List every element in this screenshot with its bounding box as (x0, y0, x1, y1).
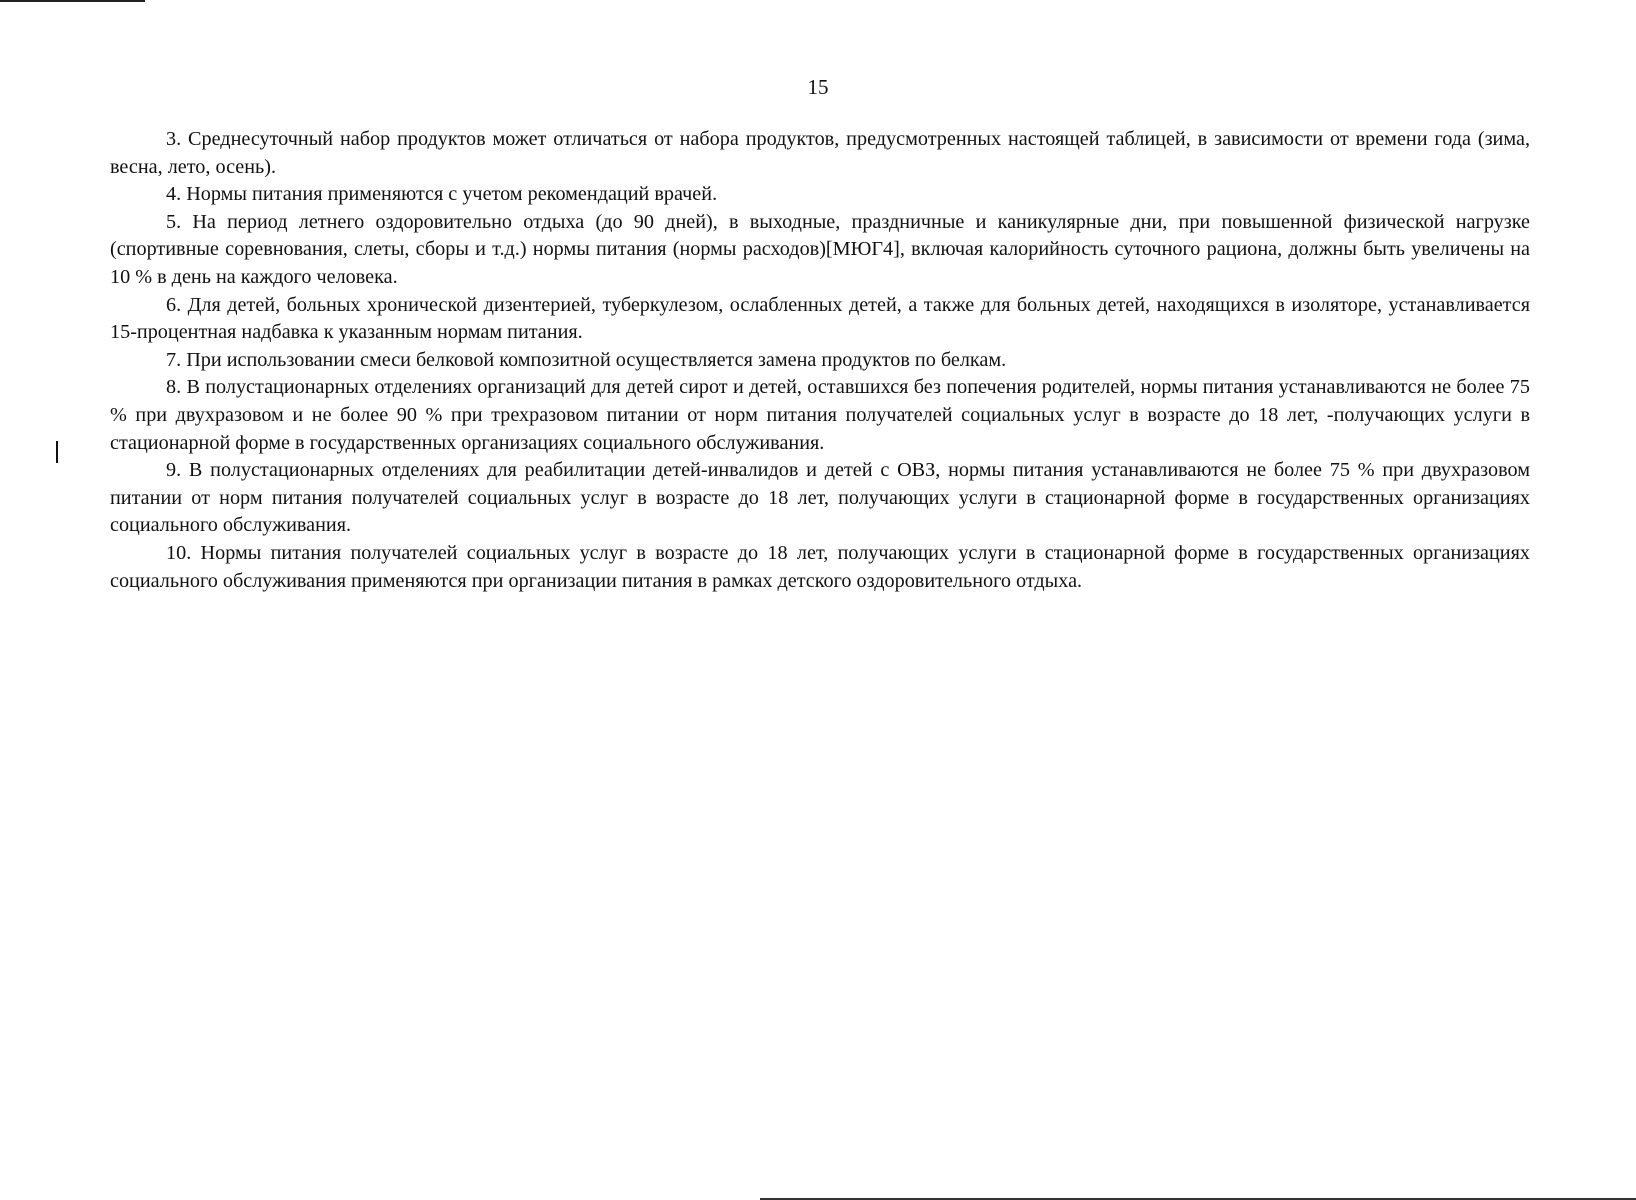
paragraph-4: 4. Нормы питания применяются с учетом рекомендаций врачей. (166, 183, 718, 206)
paragraph-9: 9. В полустационарных отделениях для реабилитации детей-инвалидов и детей с ОВЗ, нормы питания устанавливаются не более 75 % при двухразовом питании от норм питания получателей социальных услуг в возрасте до 18 лет, получающих услуги в стационарной форме в государственных организациях социального обслуживания. (110, 459, 1530, 537)
paragraph-8: 8. В полустационарных отделениях организаций для детей сирот и детей, оставшихся без попечения родителей, нормы питания устанавливаются не более 75 % при двухразовом и не более 90 % при трехразовом питании от норм питания получателей социальных услуг в возрасте до 18 лет, -получающих услуги в стационарной форме в государственных организациях социального обслуживания. (110, 376, 1530, 454)
paragraph-7: 7. При использовании смеси белковой композитной осуществляется замена продуктов по белкам. (166, 348, 1007, 371)
document-body (110, 126, 1530, 595)
margin-change-bar (56, 441, 58, 463)
scan-edge-line-top (0, 0, 145, 2)
page-number: 15 (807, 75, 829, 99)
paragraph-6: 6. Для детей, больных хронической дизентерией, туберкулезом, ослабленных детей, а также для больных детей, находящихся в изоляторе, устанавливается 15-процентная надбавка к указанным нормам питания. (110, 293, 1530, 344)
paragraph-3: 3. Среднесуточный набор продуктов может отличаться от набора продуктов, предусмотренных настоящей таблицей, в зависимости от времени года (зима, весна, лето, осень). (110, 128, 1530, 178)
paragraph-10: 10. Нормы питания получателей социальных услуг в возрасте до 18 лет, получающих услуги в стационарной форме в государственных организациях социального обслуживания применяются при организации питания в рамках детского оздоровительного отдыха. (110, 541, 1530, 592)
paragraph-5: 5. На период летнего оздоровительно отдыха (до 90 дней), в выходные, праздничные и каникулярные дни, при повышенной физической нагрузке (спортивные соревнования, слеты, сборы и т.д.) нормы питания (нормы расходов)[МЮГ4], включая калорийность суточного рациона, должны быть увеличены на 10 % в день на каждого человека. (110, 210, 1530, 288)
